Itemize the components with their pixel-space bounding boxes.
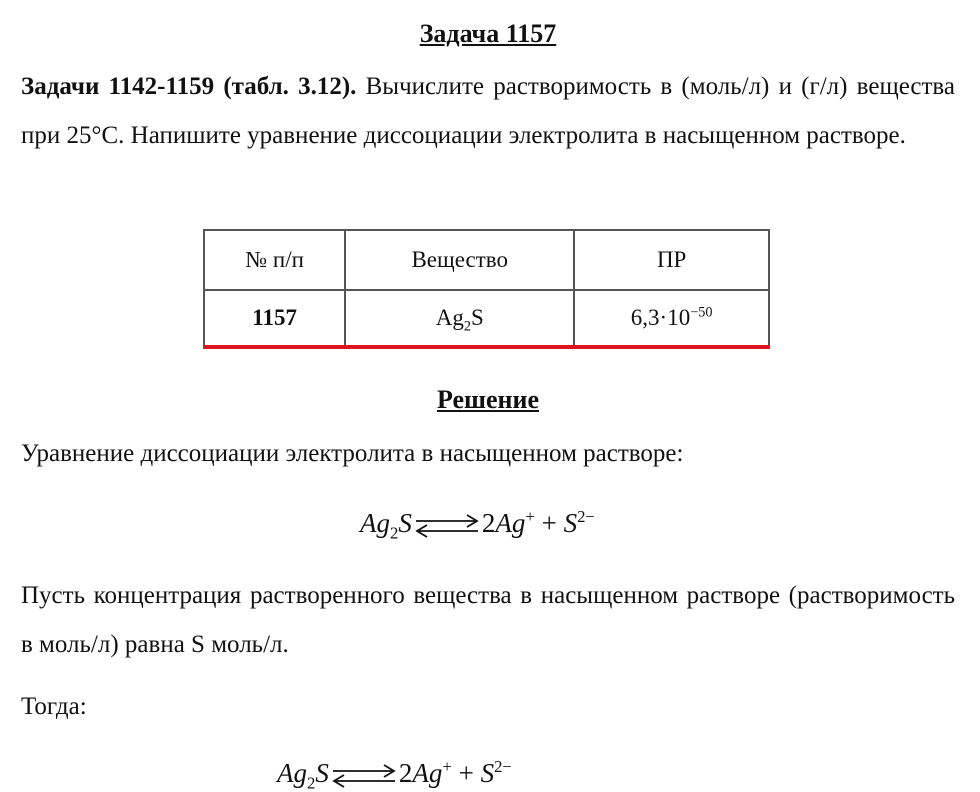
cell-solubility-product (574, 290, 769, 346)
cell-substance (345, 290, 574, 346)
eq2-coefficient: 2 (398, 758, 413, 788)
substance-subscript: 2 (463, 318, 471, 335)
eq2-cation-charge: + (442, 757, 452, 776)
eq-anion-charge: 2− (577, 507, 595, 526)
equation-intro: Уравнение диссоциации электролита в насыщенном растворе: (21, 440, 684, 467)
eq-cation-charge: + (525, 507, 535, 526)
problem-title: Задача 1157 (419, 19, 557, 48)
kp-exponent: −50 (690, 304, 713, 321)
eq2-anion-charge: 2− (494, 757, 512, 776)
then-text: Тогда: (21, 693, 87, 720)
eq-reactant-tail: S (398, 508, 412, 538)
eq2-reactant: Ag (277, 758, 307, 788)
eq-plus: + (541, 508, 557, 538)
table-accent-line (203, 345, 770, 349)
eq2-plus: + (458, 758, 474, 788)
eq-reactant-subscript: 2 (390, 523, 399, 543)
header-number: № п/п (204, 230, 345, 290)
kp-mantissa: 6,3·10 (630, 305, 691, 330)
dissociation-equation (360, 507, 595, 543)
table-row (204, 290, 769, 346)
eq-cation: Ag (495, 508, 526, 538)
cell-number: 1157 (204, 290, 345, 346)
eq-anion: S (563, 508, 578, 538)
header-substance: Вещество (345, 230, 574, 290)
problem-text: Вычислите растворимость в (моль/л) и (г/л) вещества при 25°С. Напишите уравнение диссоциации электролита в насыщенном растворе. (21, 73, 955, 149)
eq-coefficient: 2 (481, 508, 496, 538)
data-table (203, 229, 770, 347)
table-header-row (204, 230, 769, 290)
equilibrium-arrows-icon (331, 763, 397, 789)
substance-formula: Ag (435, 305, 464, 330)
eq-reactant: Ag (360, 508, 390, 538)
problem-range-label: Задачи 1142-1159 (табл. 3.12). (21, 73, 357, 100)
solution-title: Решение (436, 385, 540, 414)
eq2-anion: S (480, 758, 495, 788)
substance-formula-tail: S (470, 305, 484, 330)
eq2-cation: Ag (412, 758, 443, 788)
concentration-text: Пусть концентрация растворенного вещества в насыщенном растворе (растворимость в моль/л) равна S моль/л. (21, 582, 955, 658)
equilibrium-arrows-icon (414, 513, 480, 539)
header-solubility-product: ПР (574, 230, 769, 290)
eq2-reactant-subscript: 2 (307, 773, 316, 792)
problem-statement (21, 63, 955, 160)
eq2-reactant-tail: S (315, 758, 329, 788)
dissociation-equation-repeat (277, 757, 512, 792)
